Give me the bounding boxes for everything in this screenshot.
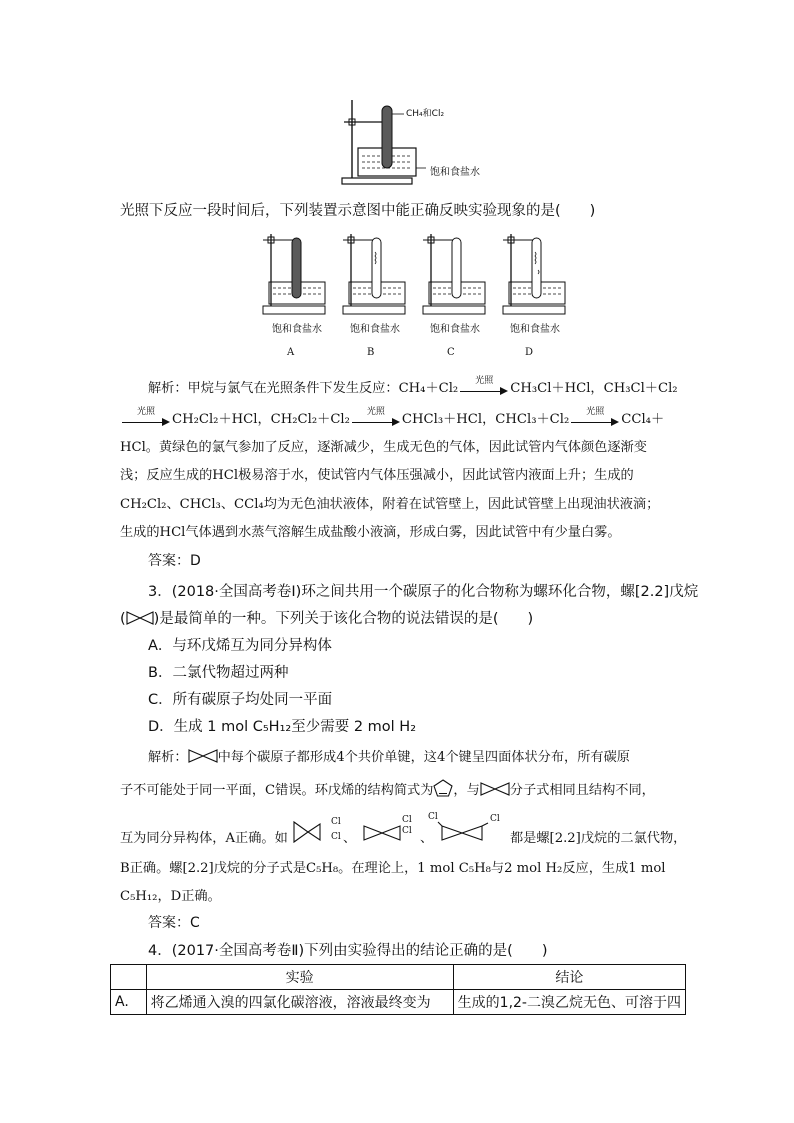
product-3: CHCl₃＋HCl，CHCl₃＋Cl₂ [401, 412, 570, 427]
cyclopentene-icon [433, 779, 453, 797]
option-c-water-label: 饱和食盐水 [430, 324, 480, 335]
reaction-arrow [460, 375, 508, 395]
isomer-separator-2: 、 [420, 831, 434, 846]
table-cell: 生成的1,2-二溴乙烷无色、可溶于四 [453, 990, 685, 1015]
reaction-arrow [122, 406, 170, 426]
q3-stem-line1: 3．(2018·全国高考卷Ⅰ)环之间共用一个碳原子的化合物称为螺环化合物，螺[2.2]戊烷 [148, 584, 699, 600]
q3-option-a: A．与环戊烯互为同分异构体 [148, 638, 332, 654]
spiropentane-icon [126, 611, 154, 625]
q3-option-c: C．所有碳原子均处同一平面 [148, 692, 333, 708]
table-header-cell: 实验 [146, 965, 453, 990]
analysis3-line3-tail: 都是螺[2.2]戊烷的二氯代物， [510, 831, 687, 846]
isomer-3-cl-right: Cl [490, 814, 500, 824]
product-4: CCl₄＋ [621, 412, 665, 427]
answer3: 答案：C [148, 915, 200, 931]
product-2: CH₂Cl₂＋HCl，CH₂Cl₂＋Cl₂ [172, 412, 350, 427]
isomer-separator-1: 、 [343, 831, 357, 846]
answer1: 答案：D [148, 553, 201, 569]
light-label: 光照 [136, 406, 155, 417]
analysis3-line4: B正确。螺[2.2]戊烷的分子式是C₅H₈。在理论上，1 mol C₅H₈与2 mol H₂反应，生成1 mol [120, 861, 666, 876]
q4-stem: 4．(2017·全国高考卷Ⅱ)下列由实验得出的结论正确的是( ) [148, 943, 548, 959]
reactant-1: CH₄＋Cl₂ [398, 381, 459, 396]
isomer-3-cl-left: Cl [428, 812, 438, 822]
spiropentane-icon [188, 749, 218, 763]
q3-stem-line2: ( )是最简单的一种。下列关于该化合物的说法错误的是( ) [120, 611, 534, 627]
analysis1-line4: 浅；反应生成的HCl极易溶于水，使试管内气体压强减小，因此试管内液面上升；生成的 [120, 468, 634, 483]
analysis3-line3: 互为同分异构体，A正确。如 [120, 831, 288, 846]
option-b-water-label: 饱和食盐水 [350, 324, 400, 335]
isomer-2-cl-top: Cl [402, 815, 412, 825]
question-intro: 光照下反应一段时间后，下列装置示意图中能正确反映实验现象的是( ) [120, 203, 596, 219]
light-label: 光照 [366, 406, 385, 417]
dichloro-isomer-1-structure [292, 818, 326, 846]
table-header-cell [111, 965, 147, 990]
table-header-cell: 结论 [453, 965, 685, 990]
table-header-row [111, 965, 686, 990]
analysis1-line3: HCl。黄绿色的氯气参加了反应，逐渐减少，生成无色的气体，因此试管内气体颜色逐渐变 [120, 440, 647, 455]
table-cell: A. [111, 990, 147, 1015]
analysis3-line1: 解析： 中每个碳原子都形成4个共价单键，这4个键呈四面体状分布，所有碳原 [148, 750, 630, 765]
analysis1-line5: CH₂Cl₂、CHCl₃、CCl₄均为无色油状液体，附着在试管壁上，因此试管壁上出现油状液滴； [120, 497, 660, 512]
q4-table [110, 964, 686, 1015]
q3-option-d: D．生成 1 mol C₅H₁₂至少需要 2 mol H₂ [148, 719, 417, 735]
analysis1-line1 [148, 377, 678, 396]
table-row [111, 990, 686, 1015]
options-apparatus-figure [255, 230, 585, 320]
analysis1-line6: 生成的HCl气体遇到水蒸气溶解生成盐酸小液滴，形成白雾，因此试管中有少量白雾。 [120, 525, 621, 540]
option-d-letter: D [525, 347, 534, 358]
option-b-letter: B [367, 347, 375, 358]
water-label: 饱和食盐水 [430, 167, 480, 178]
isomer-1-cl-top: Cl [331, 817, 341, 827]
isomer-1-cl-bottom: Cl [331, 832, 341, 842]
product-1: CH₃Cl＋HCl，CH₃Cl＋Cl₂ [510, 381, 678, 396]
dichloro-isomer-3-structure [436, 818, 496, 846]
option-a-water-label: 饱和食盐水 [272, 324, 322, 335]
light-label: 光照 [475, 375, 494, 386]
gas-label: CH₄和Cl₂ [406, 109, 445, 119]
analysis3-line5: C₅H₁₂，D正确。 [120, 889, 221, 904]
analysis3-line2: 子不可能处于同一平面，C错误。环戊烯的结构简式为 ，与 分子式相同且结构不同， [120, 779, 655, 798]
q3-option-b: B．二氯代物超过两种 [148, 665, 289, 681]
light-label: 光照 [586, 406, 605, 417]
isomer-2-cl-bottom: Cl [402, 826, 412, 836]
analysis1-prefix: 解析：甲烷与氯气在光照条件下发生反应： [148, 381, 399, 396]
table-cell: 将乙烯通入溴的四氯化碳溶液，溶液最终变为 [146, 990, 453, 1015]
option-a-letter: A [287, 347, 295, 358]
reaction-arrow [571, 406, 619, 426]
spiropentane-icon [480, 782, 510, 796]
analysis1-line2 [120, 408, 664, 427]
reaction-arrow [352, 406, 400, 426]
option-d-water-label: 饱和食盐水 [510, 324, 560, 335]
option-c-letter: C [447, 347, 455, 358]
